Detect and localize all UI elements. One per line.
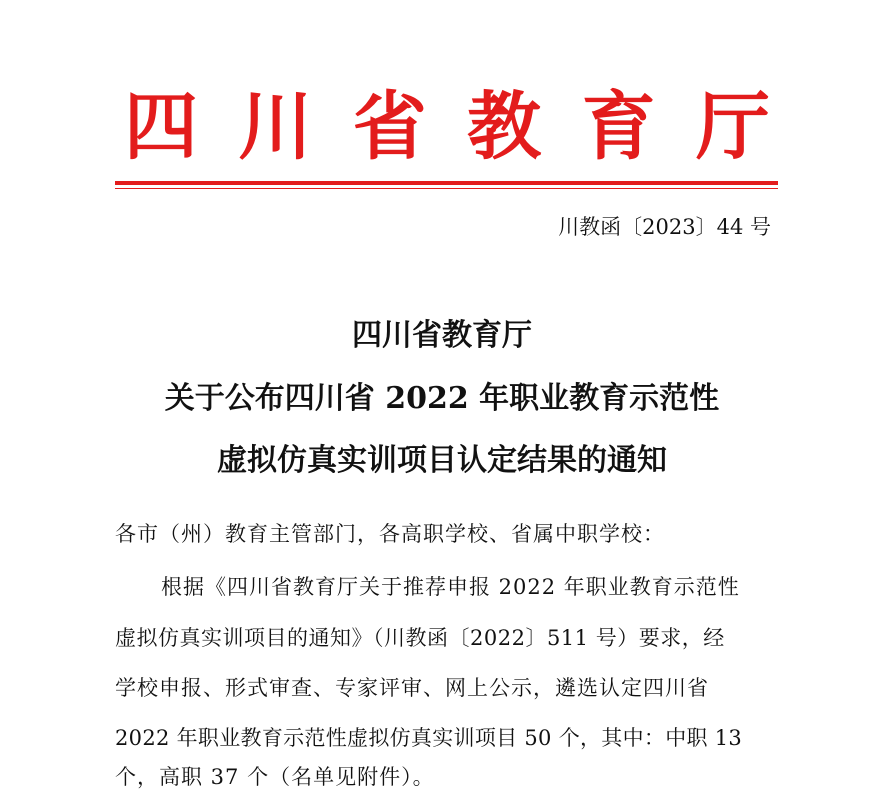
letterhead-char: 育 bbox=[581, 84, 656, 170]
letterhead-char: 厅 bbox=[695, 84, 770, 170]
letterhead-rule-thick bbox=[115, 181, 778, 185]
letterhead-rule-thin bbox=[115, 188, 778, 189]
letterhead-char: 川 bbox=[238, 84, 313, 170]
letterhead-char: 省 bbox=[352, 84, 427, 170]
letterhead-char: 教 bbox=[467, 84, 542, 170]
body-line-2: 虚拟仿真实训项目的通知》（川教函〔2022〕511 号）要求，经 bbox=[115, 626, 725, 650]
letterhead-title bbox=[116, 82, 778, 172]
letterhead-char: 四 bbox=[124, 84, 198, 170]
body-line-1: 根据《四川省教育厅关于推荐申报 2022 年职业教育示范性 bbox=[161, 575, 740, 599]
document-title-line-1: 四川省教育厅 bbox=[352, 318, 532, 353]
document-number: 川教函〔2023〕44 号 bbox=[558, 215, 771, 239]
document-title-line-2: 关于公布四川省 2022 年职业教育示范性 bbox=[164, 381, 720, 416]
body-line-5: 个，高职 37 个（名单见附件）。 bbox=[115, 765, 435, 789]
body-line-4: 2022 年职业教育示范性虚拟仿真实训项目 50 个，其中：中职 13 bbox=[115, 726, 743, 750]
salutation: 各市（州）教育主管部门，各高职学校、省属中职学校： bbox=[115, 522, 665, 546]
body-line-3: 学校申报、形式审查、专家评审、网上公示，遴选认定四川省 bbox=[115, 676, 709, 700]
document-title-line-3: 虚拟仿真实训项目认定结果的通知 bbox=[217, 443, 667, 478]
